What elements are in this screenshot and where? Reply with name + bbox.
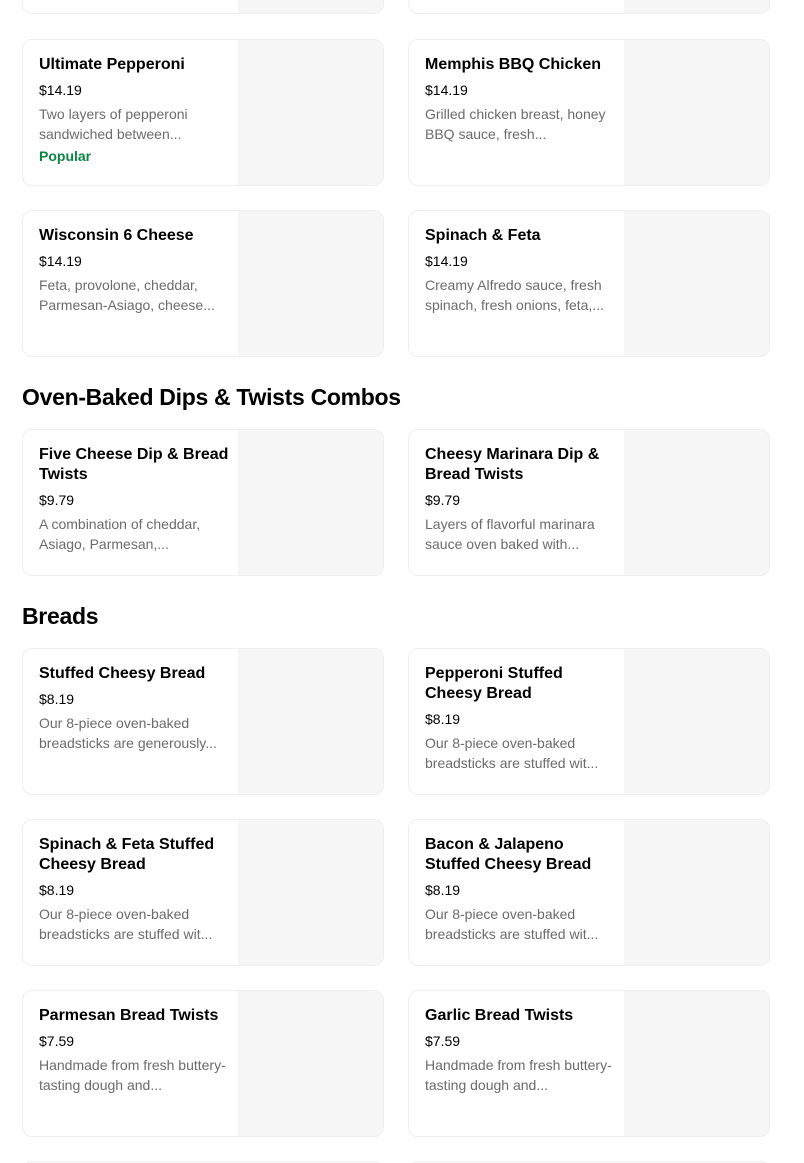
menu-item-description: Handmade from fresh buttery-tasting dough and... [425,1057,612,1093]
menu-item-price: $14.19 [425,82,468,98]
menu-item-image [624,0,770,13]
menu-item-name: Spinach & Feta [425,227,541,244]
menu-item-image [624,649,770,794]
menu-item-price: $9.79 [425,492,461,508]
menu-item-image [238,430,384,575]
menu-item-card[interactable] [22,819,384,966]
menu-item-price: $8.19 [39,691,75,707]
menu-item-name: Pepperoni Stuffed Cheesy Bread [425,665,563,702]
menu-item-card[interactable] [22,990,384,1137]
menu-item-description: Two layers of pepperoni sandwiched between... [39,106,188,142]
menu-item-image [624,40,770,185]
menu-item-name: Bacon & Jalapeno Stuffed Cheesy Bread [425,836,592,873]
menu-item-name: Spinach & Feta Stuffed Cheesy Bread [39,836,215,873]
menu-item-price: $7.59 [39,1033,75,1049]
menu-item-description: Grilled chicken breast, honey BBQ sauce, fresh... [425,106,606,142]
menu-item-card[interactable] [408,429,770,576]
menu-item-name: Cheesy Marinara Dip & Bread Twists [425,446,600,483]
menu-item-name: Wisconsin 6 Cheese [39,227,194,244]
menu-item-image [624,991,770,1136]
menu-item-description: Our 8-piece oven-baked breadsticks are generously... [39,715,217,751]
menu-item-image [238,820,384,965]
menu-item-name: Ultimate Pepperoni [39,56,185,73]
popular-badge: Popular [39,148,92,164]
menu-item-description: Creamy Alfredo sauce, fresh spinach, fresh onions, feta,... [425,277,604,313]
menu-item-name: Memphis BBQ Chicken [425,56,602,73]
menu-item-image [238,991,384,1136]
menu-item-card[interactable] [22,648,384,795]
menu-item-name: Parmesan Bread Twists [39,1007,219,1024]
menu-item-card[interactable] [22,210,384,357]
menu-item-card[interactable] [408,990,770,1137]
menu-item-image [238,0,384,13]
menu-item-price: $8.19 [39,882,75,898]
menu-item-description: A combination of cheddar, Asiago, Parmesan,... [39,516,201,552]
menu-item-name: Garlic Bread Twists [425,1007,574,1024]
menu-item-card-partial[interactable] [408,0,770,14]
menu-item-price: $14.19 [39,82,82,98]
menu-item-name: Five Cheese Dip & Bread Twists [39,446,229,483]
menu-item-description: Handmade from fresh buttery-tasting dough and... [39,1057,226,1093]
menu-item-card[interactable] [22,39,384,186]
menu-item-card[interactable] [408,210,770,357]
menu-item-price: $14.19 [425,253,468,269]
menu-item-price: $8.19 [425,882,461,898]
menu-item-image [624,211,770,356]
menu-item-image [624,820,770,965]
section-title: Breads [22,603,99,629]
menu-item-image [238,649,384,794]
menu-item-description: Our 8-piece oven-baked breadsticks are stuffed wit... [425,735,599,771]
menu-item-image [238,40,384,185]
menu-item-name: Stuffed Cheesy Bread [39,665,206,682]
menu-item-image [238,211,384,356]
menu-item-description: Feta, provolone, cheddar, Parmesan-Asiago, cheese... [39,277,215,313]
menu-item-card[interactable] [408,648,770,795]
menu-item-card[interactable] [408,39,770,186]
section-title: Oven-Baked Dips & Twists Combos [22,384,401,410]
menu-item-card[interactable] [22,429,384,576]
menu-item-card-partial[interactable] [22,0,384,14]
menu-item-price: $8.19 [425,711,461,727]
menu-item-image [624,430,770,575]
menu-item-price: $14.19 [39,253,82,269]
menu-item-price: $7.59 [425,1033,461,1049]
menu-item-price: $9.79 [39,492,75,508]
menu-item-description: Layers of flavorful marinara sauce oven baked with... [425,516,595,552]
menu-item-description: Our 8-piece oven-baked breadsticks are stuffed wit... [425,906,599,942]
menu-item-card[interactable] [408,819,770,966]
menu-item-description: Our 8-piece oven-baked breadsticks are stuffed wit... [39,906,213,942]
